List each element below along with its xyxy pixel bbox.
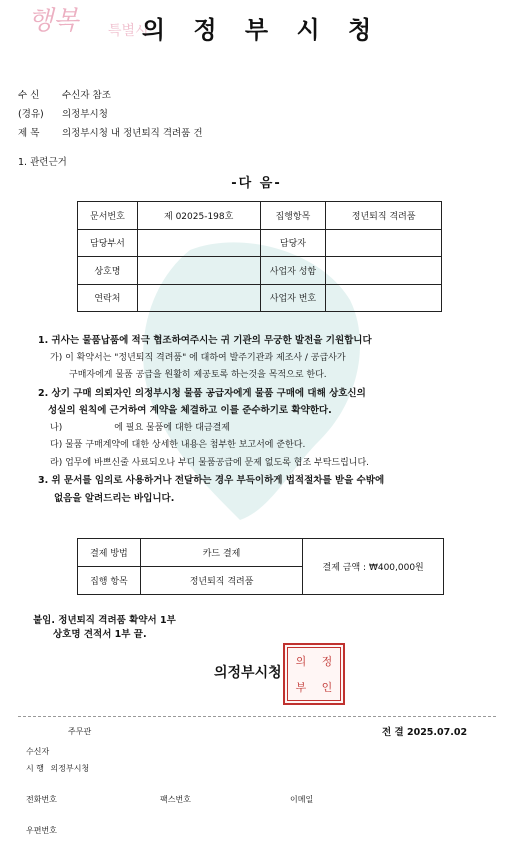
clause-2b: 다) 물품 구매계약에 대한 상세한 내용은 첨부한 보고서에 준한다.	[50, 440, 306, 450]
person-label: 담당자	[260, 229, 326, 257]
fax-label: 팩스번호	[160, 795, 191, 804]
email-label: 이메일	[290, 795, 314, 804]
seal-char: 정	[321, 654, 333, 668]
clause-2-line2: 성실의 원칙에 근거하여 계약을 체결하고 이를 준수하기로 확약한다.	[48, 405, 332, 416]
via-label: (경유)	[18, 109, 44, 120]
phone-label: 전화번호	[26, 795, 57, 804]
official-seal-icon	[283, 643, 345, 705]
approval-date: 전 결 2025.07.02	[382, 727, 468, 738]
company-value	[137, 257, 260, 285]
author-label: 주무관	[68, 727, 92, 736]
amount-cell: 결제 금액 : ₩400,000원	[303, 539, 444, 595]
doc-no-value: 제 02025-198호	[137, 202, 260, 230]
company-label: 상호명	[78, 257, 138, 285]
clause-2c: 라) 업무에 바쁘신줄 사료되오나 부디 물품공급에 문제 없도록 협조 부탁드립니다.	[50, 457, 370, 468]
exec-label: 시 행	[26, 764, 44, 773]
seal-char: 의	[295, 654, 307, 668]
recipient-label: 수 신	[18, 90, 40, 101]
bizno-label: 사업자 번호	[260, 284, 326, 312]
seal-char: 인	[321, 680, 333, 694]
seal-inner	[287, 647, 341, 701]
city-slogan-logo: 행복	[28, 6, 79, 36]
clause-2a-prefix: 나)	[50, 422, 63, 433]
contact-label: 연락처	[78, 284, 138, 312]
pay-item-value: 정년퇴직 격려품	[140, 567, 302, 595]
method-label: 결제 방법	[78, 539, 141, 567]
zip-label: 우편번호	[26, 826, 57, 835]
table-row	[78, 284, 442, 312]
subject-line	[18, 125, 203, 139]
owner-value	[326, 257, 442, 285]
table-row	[78, 257, 442, 285]
seal-char: 부	[295, 680, 307, 694]
clause-2a	[38, 420, 508, 438]
pay-item-label: 집행 항목	[78, 567, 141, 595]
table-row	[78, 202, 442, 230]
clause-2a-text: 에 필요 물품에 대한 대금결제	[114, 422, 230, 433]
clause-1: 1. 귀사는 물품납품에 적극 협조하여주시는 귀 기관의 무궁한 발전을 기원합니다	[38, 335, 372, 346]
method-value: 카드 결제	[140, 539, 302, 567]
contact-value	[137, 284, 260, 312]
attachment-line2: 상호명 견적서 1부 끝.	[53, 629, 147, 640]
bizno-value	[326, 284, 442, 312]
table-row	[78, 539, 444, 567]
via-value: 의정부시청	[62, 109, 108, 120]
item-label: 집행항목	[260, 202, 326, 230]
attachments	[33, 614, 176, 642]
city-slogan-logo-sub: 특별시	[108, 23, 149, 39]
recipient-line	[18, 87, 111, 101]
exec-line	[26, 763, 89, 774]
footer-divider	[18, 716, 496, 717]
item-value: 정년퇴직 격려품	[326, 202, 442, 230]
person-value	[326, 229, 442, 257]
section-heading: 1. 관련근거	[18, 157, 67, 168]
clause-3-line2: 없음을 알려드리는 바입니다.	[54, 492, 175, 504]
dahum-heading: -다 음-	[231, 176, 282, 191]
exec-value: 의정부시청	[50, 764, 90, 773]
recipient-value: 수신자 참조	[62, 90, 111, 101]
clause-1a-line2: 구매자에게 물품 공급을 원활히 제공토록 하는것을 목적으로 한다.	[69, 370, 327, 380]
receiver-label: 수신자	[26, 747, 50, 756]
clause-2-line1: 2. 상기 구매 의뢰자인 의정부시청 물품 공급자에게 물품 구매에 대해 상호신의	[38, 387, 366, 399]
payment-table	[77, 538, 444, 595]
clauses	[38, 332, 508, 507]
document-title: 의 정 부 시 청	[141, 16, 382, 44]
owner-label: 사업자 성함	[260, 257, 326, 285]
sender-name: 의정부시청	[214, 665, 282, 681]
table-row	[78, 229, 442, 257]
info-table	[77, 201, 442, 312]
dept-value	[137, 229, 260, 257]
doc-no-label: 문서번호	[78, 202, 138, 230]
subject-label: 제 목	[18, 128, 40, 139]
attachment-line1: 붙임. 정년퇴직 격려품 확약서 1부	[33, 615, 176, 626]
dept-label: 담당부서	[78, 229, 138, 257]
subject-value: 의정부시청 내 정년퇴직 격려품 건	[62, 128, 203, 139]
clause-3-line1: 3. 위 문서를 임의로 사용하거나 전달하는 경우 부득이하게 법적절차를 받을 수밖에	[38, 475, 385, 486]
via-line	[18, 106, 108, 120]
clause-1a-line1: 가) 이 확약서는 "정년퇴직 격려품" 에 대하여 발주기관과 제조사 / 공급사가	[50, 352, 346, 363]
